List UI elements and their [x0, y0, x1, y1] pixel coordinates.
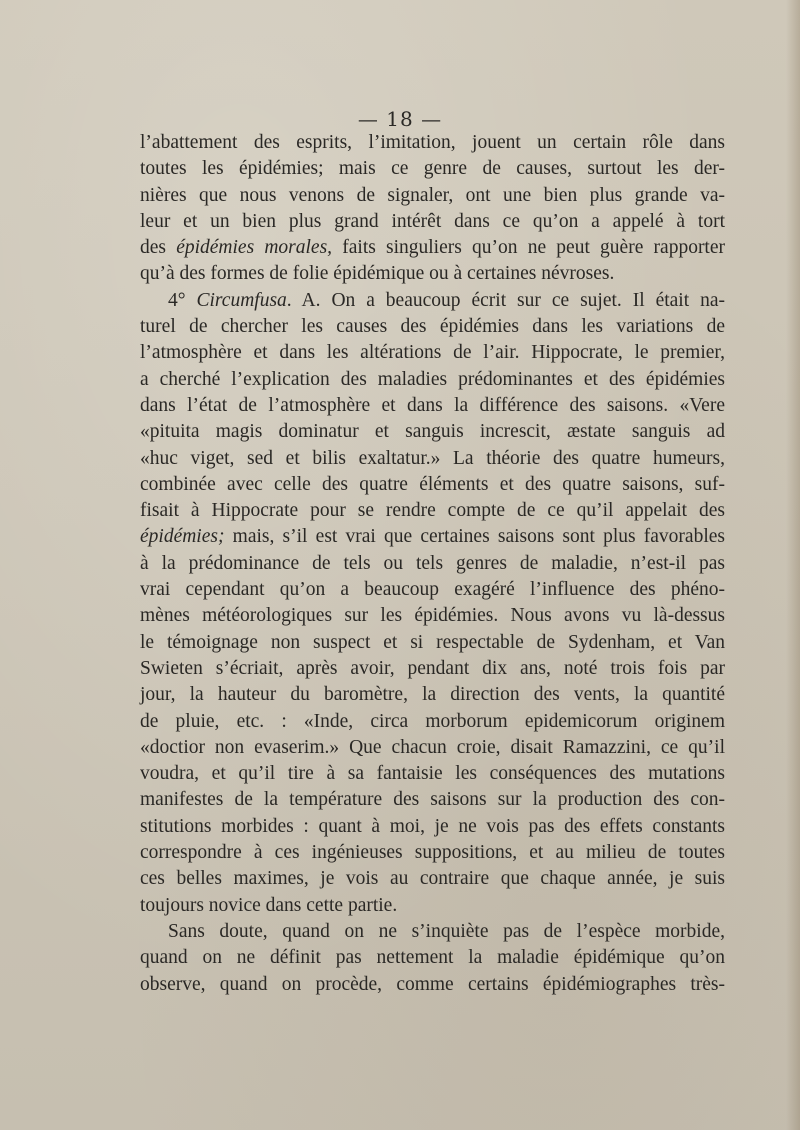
text-span: turel de chercher les causes des épidémies dans les variations de — [140, 316, 725, 338]
italic-text: Circumfusa — [196, 289, 287, 311]
text-span: de pluie, etc. : «Inde, circa morborum epidemicorum originem — [140, 710, 725, 732]
text-span: voudra, et qu’il tire à sa fantaisie les conséquences des mutations — [140, 763, 725, 785]
text-line — [140, 156, 725, 182]
text-line — [140, 524, 725, 550]
text-span: observe, quand on procède, comme certains épidémiographes très- — [140, 973, 725, 995]
text-line — [140, 893, 725, 919]
text-span: fisait à Hippocrate pour se rendre compte de ce qu’il appelait des — [140, 500, 725, 522]
text-line — [140, 972, 725, 998]
text-line — [140, 130, 725, 156]
text-span: 4° — [168, 289, 197, 311]
text-line — [140, 393, 725, 419]
text-line — [140, 314, 725, 340]
text-line — [140, 787, 725, 813]
text-line — [140, 603, 725, 629]
text-span: Sans doute, quand on ne s’inquiète pas de l’espèce morbide, — [168, 920, 725, 942]
text-span: stitutions morbides : quant à moi, je ne vois pas des effets constants — [140, 815, 725, 837]
page-number: — 18 — — [357, 107, 443, 131]
text-span: l’abattement des esprits, l’imitation, jouent un certain rôle dans — [140, 132, 725, 153]
text-span: . A. On a beaucoup écrit sur ce sujet. Il était na- — [286, 289, 725, 311]
text-line — [140, 551, 725, 577]
text-span: mènes météorologiques sur les épidémies. Nous avons vu là-dessus — [140, 605, 725, 627]
body-text — [140, 130, 725, 998]
text-line — [140, 183, 725, 209]
text-line — [140, 288, 725, 314]
text-line — [140, 682, 725, 708]
text-line — [140, 814, 725, 840]
text-line — [140, 367, 725, 393]
text-line — [140, 919, 725, 945]
text-span: «huc viget, sed et bilis exaltatur.» La théorie des quatre humeurs, — [140, 447, 725, 469]
text-line — [140, 498, 725, 524]
text-span: dans l’état de l’atmosphère et dans la différence des saisons. «Vere — [140, 394, 725, 416]
italic-text: épidémies; — [140, 526, 225, 548]
text-span: à la prédominance de tels ou tels genres de maladie, n’est-il pas — [140, 552, 725, 574]
text-span: «pituita magis dominatur et sanguis increscit, æstate sanguis ad — [140, 421, 725, 443]
text-line — [140, 446, 725, 472]
text-span: correspondre à ces ingénieuses suppositions, et au milieu de toutes — [140, 842, 725, 864]
text-line — [140, 840, 725, 866]
text-span: leur et un bien plus grand intérêt dans ce qu’on a appelé à tort — [140, 210, 725, 232]
text-line — [140, 419, 725, 445]
text-line — [140, 656, 725, 682]
text-span: toujours novice dans cette partie. — [140, 894, 398, 916]
text-line — [140, 340, 725, 366]
text-line — [140, 761, 725, 787]
text-line — [140, 472, 725, 498]
text-span: qu’à des formes de folie épidémique ou à certaines névroses. — [140, 263, 615, 285]
text-line — [140, 945, 725, 971]
text-span: ces belles maximes, je vois au contraire que chaque année, je suis — [140, 868, 725, 890]
italic-text: épidémies morales, — [176, 237, 333, 259]
text-line — [140, 261, 725, 287]
text-line — [140, 235, 725, 261]
text-span: Swieten s’écriait, après avoir, pendant dix ans, noté trois fois par — [140, 657, 725, 679]
text-line — [140, 630, 725, 656]
text-line — [140, 709, 725, 735]
text-span: a cherché l’explication des maladies prédominantes et des épidémies — [140, 368, 725, 390]
text-span: l’atmosphère et dans les altérations de l’air. Hippocrate, le premier, — [140, 342, 725, 364]
text-span: «doctior non evaserim.» Que chacun croie, disait Ramazzini, ce qu’il — [140, 736, 725, 758]
text-span: nières que nous venons de signaler, ont une bien plus grande va- — [140, 184, 725, 206]
text-span: manifestes de la température des saisons sur la production des con- — [140, 789, 725, 811]
text-line — [140, 209, 725, 235]
text-span: quand on ne définit pas nettement la maladie épidémique qu’on — [140, 947, 725, 969]
text-line — [140, 735, 725, 761]
text-span: mais, s’il est vrai que certaines saisons sont plus favorables — [224, 526, 725, 548]
text-line — [140, 577, 725, 603]
text-span: des — [140, 237, 177, 259]
page-edge-shadow — [786, 0, 800, 1130]
text-span: jour, la hauteur du baromètre, la direction des vents, la quantité — [140, 684, 725, 706]
text-span: faits singuliers qu’on ne peut guère rapporter — [332, 237, 725, 259]
text-span: toutes les épidémies; mais ce genre de causes, surtout les der- — [140, 158, 725, 180]
text-span: vrai cependant qu’on a beaucoup exagéré l’influence des phéno- — [140, 579, 725, 601]
text-span: le témoignage non suspect et si respectable de Sydenham, et Van — [140, 631, 725, 653]
text-line — [140, 866, 725, 892]
text-span: combinée avec celle des quatre éléments et des quatre saisons, suf- — [140, 473, 725, 495]
